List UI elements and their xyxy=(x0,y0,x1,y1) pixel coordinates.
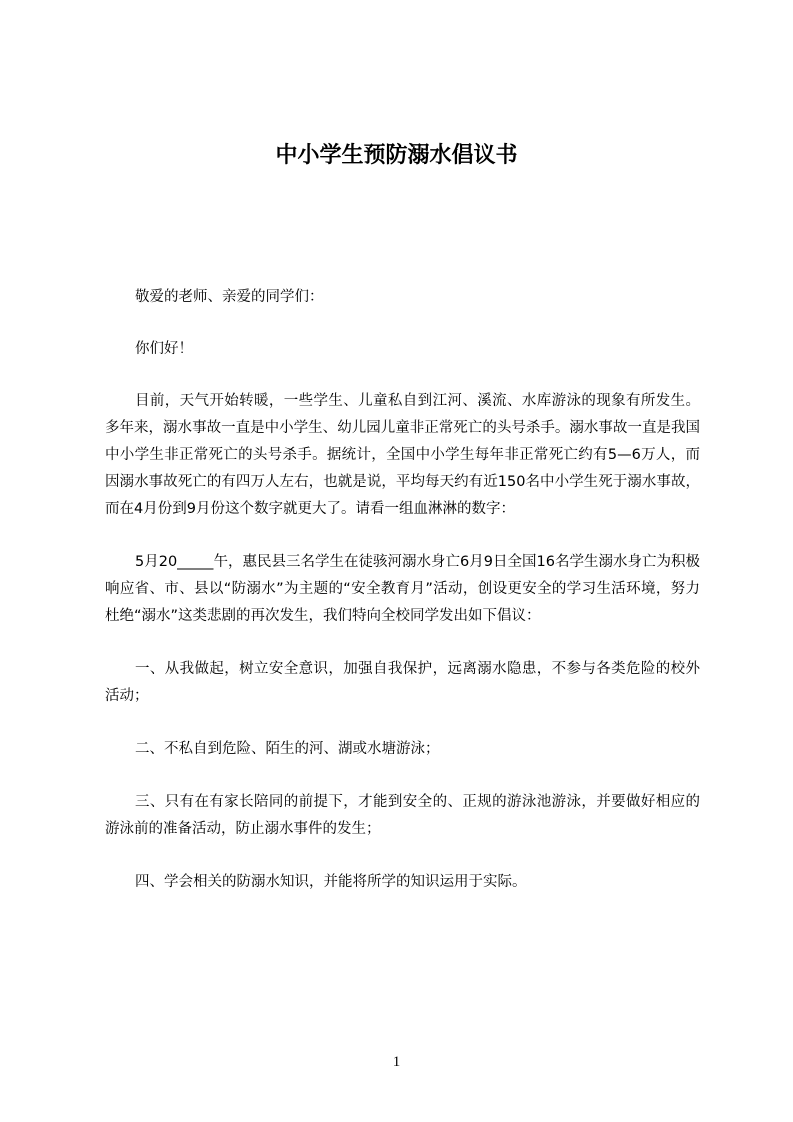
paragraph-intro: 目前，天气开始转暖，一些学生、儿童私自到江河、溪流、水库游泳的现象有所发生。多年来，溺水事故一直是中小学生、幼儿园儿童非正常死亡的头号杀手。溺水事故一直是我国中小学生非正常死亡的头号杀手。据统计，全国中小学生每年非正常死亡约有5—6万人，而因溺水事故死亡的有四万人左右，也就是说，平均每天约有近150名中小学生死于溺水事故，而在4月份到9月份这个数字就更大了。请看一组血淋淋的数字： xyxy=(105,393,700,517)
proposal-item-2: 二、不私自到危险、陌生的河、湖或水塘游泳； xyxy=(135,741,440,757)
proposal-item-4: 四、学会相关的防溺水知识，并能将所学的知识运用于实际。 xyxy=(135,874,527,890)
paragraph-facts: 5月20_____午，惠民县三名学生在徒骇河溺水身亡6月9日全国16名学生溺水身亡为积极响应省、市、县以“防溺水”为主题的“安全教育月”活动，创设更安全的学习生活环境，努力杜绝“溺水”这类悲剧的再次发生，我们特向全校同学发出如下倡议： xyxy=(105,554,700,624)
page-number: 1 xyxy=(392,1054,401,1070)
proposal-item-1: 一、从我做起，树立安全意识，加强自我保护，远离溺水隐患，不参与各类危险的校外活动； xyxy=(105,661,700,704)
document-body xyxy=(105,284,700,896)
greeting: 你们好！ xyxy=(135,341,193,357)
proposal-item-3: 三、只有在有家长陪同的前提下，才能到安全的、正规的游泳池游泳，并要做好相应的游泳前的准备活动，防止溺水事件的发生； xyxy=(105,794,700,837)
salutation: 敬爱的老师、亲爱的同学们： xyxy=(135,289,324,305)
document-title: 中小学生预防溺水倡议书 xyxy=(275,143,518,168)
